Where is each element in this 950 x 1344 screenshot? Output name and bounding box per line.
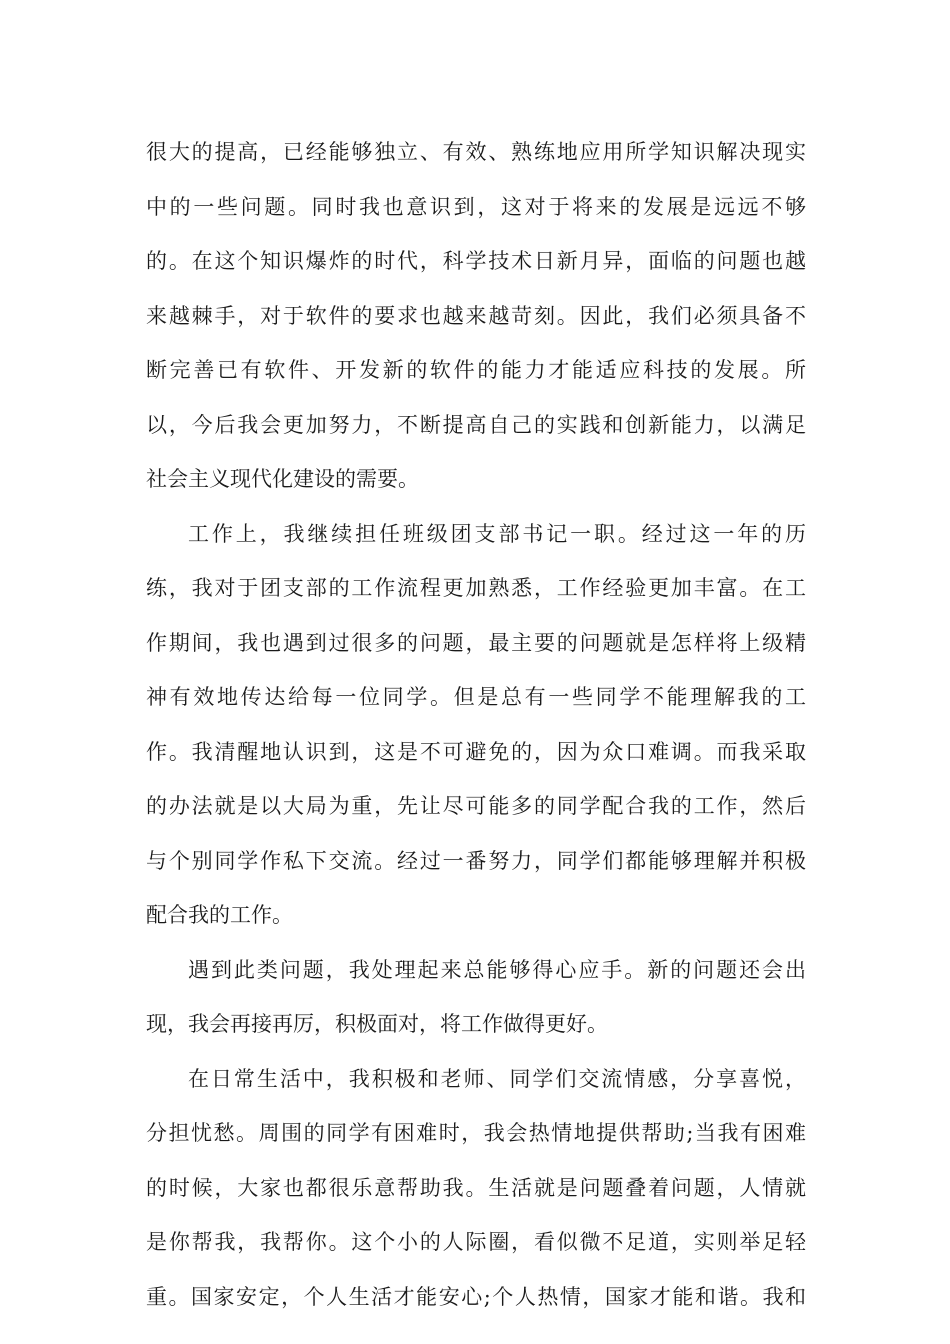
text-line: 很大的提高，已经能够独立、有效、熟练地应用所学知识解决现实 xyxy=(146,140,806,164)
text-line: 以，今后我会更加努力，不断提高自己的实践和创新能力，以满足 xyxy=(146,412,806,437)
paragraph xyxy=(146,1052,806,1325)
text-line: 作。我清醒地认识到，这是不可避免的，因为众口难调。而我采取 xyxy=(146,739,806,764)
text-line: 现，我会再接再厉，积极面对，将工作做得更好。 xyxy=(146,1012,608,1036)
paragraph xyxy=(146,507,806,943)
text-line: 工作上，我继续担任班级团支部书记一职。经过这一年的历 xyxy=(188,521,806,546)
text-line: 的。在这个知识爆炸的时代，科学技术日新月异，面临的问题也越 xyxy=(146,249,806,273)
text-line: 断完善已有软件、开发新的软件的能力才能适应科技的发展。所 xyxy=(146,358,806,382)
paragraph xyxy=(146,125,806,507)
text-line: 来越棘手，对于软件的要求也越来越苛刻。因此，我们必须具备不 xyxy=(146,303,806,328)
text-line: 遇到此类问题，我处理起来总能够得心应手。新的问题还会出 xyxy=(188,957,806,982)
text-line: 的时候，大家也都很乐意帮助我。生活就是问题叠着问题，人情就 xyxy=(146,1175,806,1200)
text-line: 是你帮我，我帮你。这个小的人际圈，看似微不足道，实则举足轻 xyxy=(146,1230,806,1254)
text-line: 分担忧愁。周围的同学有困难时，我会热情地提供帮助;当我有困难 xyxy=(146,1121,806,1145)
document-body xyxy=(146,125,806,1324)
text-line: 中的一些问题。同时我也意识到，这对于将来的发展是远远不够 xyxy=(146,194,806,219)
text-line: 练，我对于团支部的工作流程更加熟悉，工作经验更加丰富。在工 xyxy=(146,576,806,600)
text-line: 社会主义现代化建设的需要。 xyxy=(146,467,419,491)
text-line: 作期间，我也遇到过很多的问题，最主要的问题就是怎样将上级精 xyxy=(146,630,806,655)
text-line: 在日常生活中，我积极和老师、同学们交流情感，分享喜悦， xyxy=(188,1066,806,1091)
text-line: 神有效地传达给每一位同学。但是总有一些同学不能理解我的工 xyxy=(146,685,806,709)
text-line: 与个别同学作私下交流。经过一番努力，同学们都能够理解并积极 xyxy=(146,848,806,873)
text-line: 的办法就是以大局为重，先让尽可能多的同学配合我的工作，然后 xyxy=(146,794,806,818)
text-line: 配合我的工作。 xyxy=(146,903,293,927)
paragraph xyxy=(146,943,806,1052)
text-line: 重。国家安定，个人生活才能安心;个人热情，国家才能和谐。我和 xyxy=(146,1284,806,1309)
